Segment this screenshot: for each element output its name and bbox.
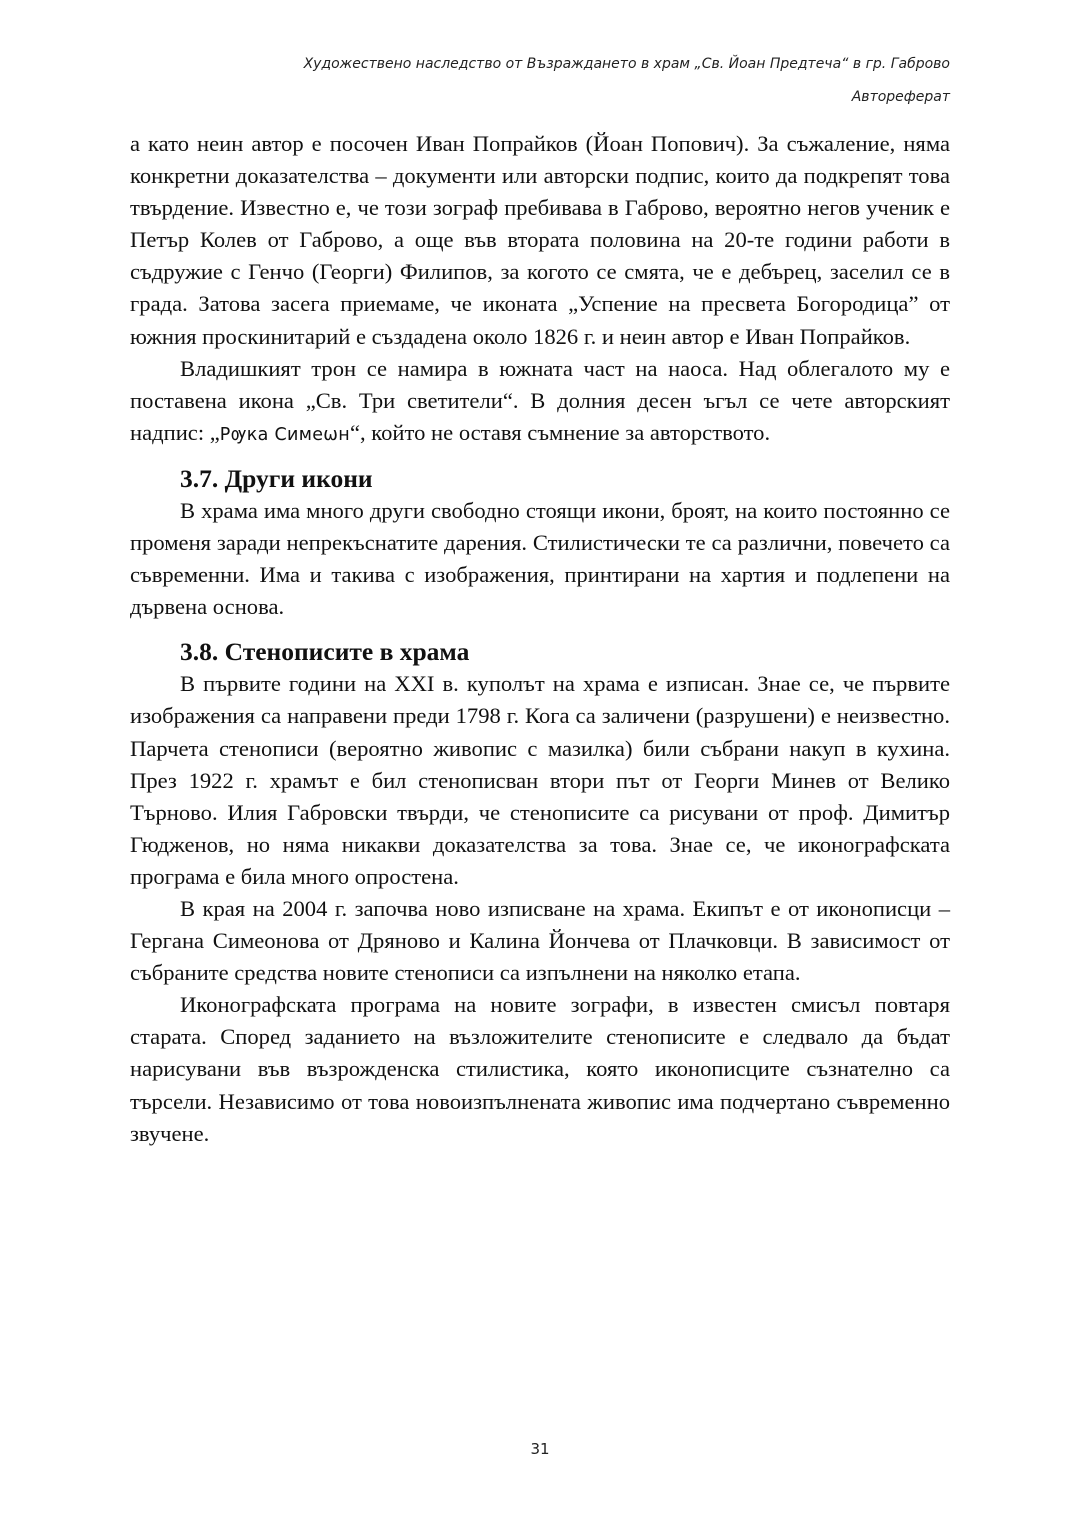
paragraph-text: Владишкият трон се намира в южната част на наоса. Над облегалото му е поставена икона „Св. Три светители“. В долния десен ъгъл се чете авторският надпис: „ bbox=[130, 355, 950, 445]
section-heading-3-7: 3.7. Други икони bbox=[180, 463, 373, 493]
section-heading-3-8: 3.8. Стенописите в храма bbox=[180, 637, 470, 667]
paragraph-murals-history: В първите години на XXI в. куполът на храма е изписан. Знае се, че първите изображения са направени преди 1798 г. Кога са заличени (разрушени) е неизвестно. Парчета стенописи (вероятно живопис с мазилка) били събрани накуп в кухина. През 1922 г. храмът е бил стенописван втори път от Георги Минев от Велико Търново. Илия Габровски твърди, че стенописите са рисувани от проф. Димитър Гюдженов, но няма никакви доказателства за това. Знае се, че иконографската програма е била много опростена. bbox=[130, 671, 950, 889]
page-body bbox=[130, 128, 950, 1150]
paragraph-text: “, който не оставя съмнение за авторството. bbox=[349, 419, 771, 445]
paragraph-new-painting: В края на 2004 г. започва ново изписване на храма. Екипът е от иконописци – Гергана Симеонова от Дряново и Калина Йончева от Плачковци. В зависимост от събраните средства новите стенописи са изпълнени на няколко етапа. bbox=[130, 895, 950, 986]
running-header bbox=[304, 48, 950, 114]
header-subtitle: Автореферат bbox=[851, 89, 950, 105]
page-number: 31 bbox=[530, 1440, 550, 1458]
header-title: Художествено наследство от Възраждането в храм „Св. Йоан Предтеча“ в гр. Габрово bbox=[303, 56, 950, 72]
author-inscription: Рѹка Симеѡн bbox=[219, 424, 350, 445]
paragraph-continuation: а като неин автор е посочен Иван Попрайков (Йоан Попович). За съжаление, няма конкретни доказателства – документи или авторски подпис, които да подкрепят това твърдение. Известно е, че този зограф пребивава в Габрово, вероятно негов ученик е Петър Колев от Габрово, а още във втората половина на 20-те години работи в съдружие с Генчо (Георги) Филипов, за когото се смята, че е дебърец, заселил се в града. Затова засега приемаме, че иконата „Успение на пресвета Богородица” от южния проскинитарий е създадена около 1826 г. и неин автор е Иван Попрайков. bbox=[130, 131, 950, 349]
paragraph-other-icons: В храма има много други свободно стоящи икони, броят, на които постоянно се променя заради непрекъснатите дарения. Стилистически те са различни, повечето са съвременни. Има и такива с изображения, принтирани на хартия и подлепени на дървена основа. bbox=[130, 497, 950, 620]
paragraph-bishop-throne bbox=[130, 353, 950, 451]
paragraph-iconographic-program: Иконографската програма на новите зографи, в известен смисъл повтаря старата. Според заданието на възложителите стенописите е следвало да бъдат нарисувани във възрожденска стилистика, която иконописците съзнателно са търсели. Независимо от това новоизпълнената живопис има подчертано съвременно звучене. bbox=[130, 992, 950, 1146]
